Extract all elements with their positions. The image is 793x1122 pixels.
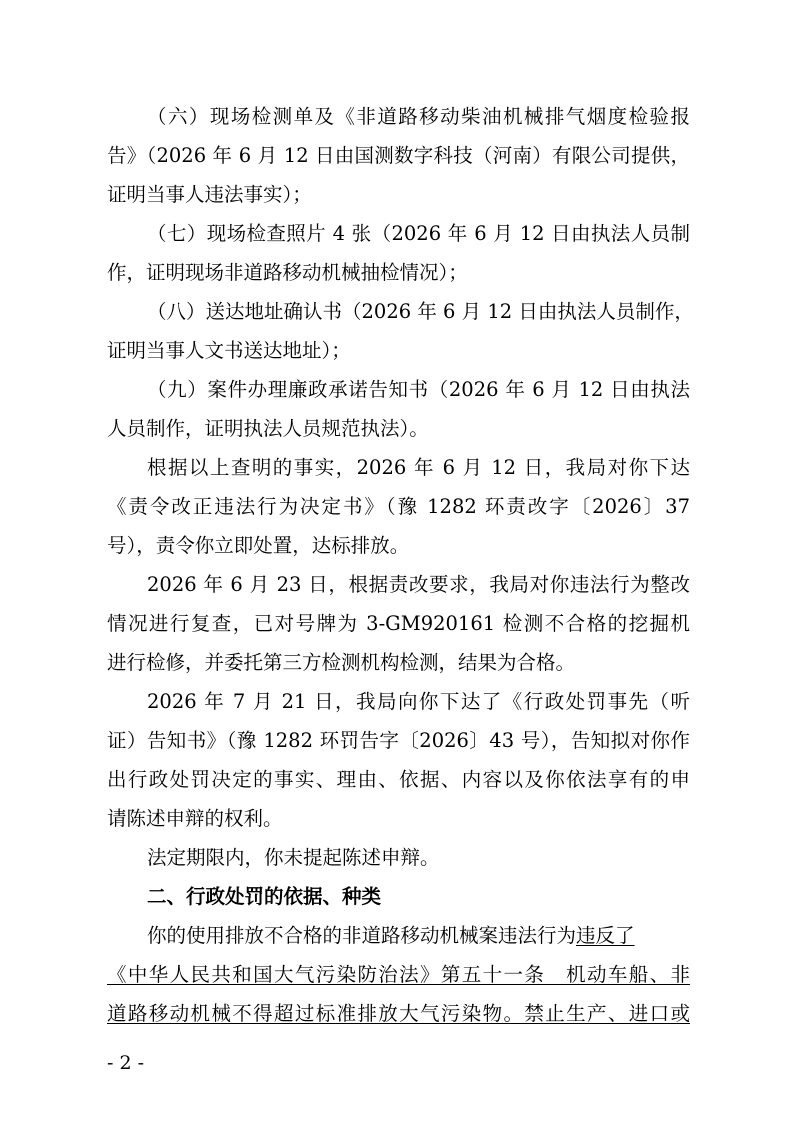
paragraph-line: 证）告知书》（豫 1282 环罚告字〔2026〕43 号），告知拟对你作 [107, 729, 690, 752]
paragraph-evidence-9: （九）案件办理廉政承诺告知书（2026 年 6 月 12 日由执法 [147, 378, 690, 401]
paragraph-evidence-8: （八）送达地址确认书（2026 年 6 月 12 日由执法人员制作， [147, 300, 694, 323]
law-citation-line: 《中华人民共和国大气污染防治法》第五十一条 机动车船、非 [107, 963, 690, 986]
paragraph-recheck: 2026 年 6 月 23 日，根据责改要求，我局对你违法行为整改 [147, 573, 690, 596]
section-heading: 二、行政处罚的依据、种类 [147, 885, 382, 908]
paragraph-evidence-6: （六）现场检测单及《非道路移动柴油机械排气烟度检验报 [147, 105, 690, 128]
paragraph-line: 请陈述申辩的权利。 [107, 807, 283, 830]
paragraph-line: 《责令改正违法行为决定书》（豫 1282 环责改字〔2026〕37 [107, 495, 690, 518]
paragraph-line: 进行检修，并委托第三方检测机构检测，结果为合格。 [107, 651, 576, 674]
paragraph-no-defense: 法定期限内，你未提起陈述申辩。 [147, 846, 440, 869]
paragraph-line: 作，证明现场非道路移动机械抽检情况）； [107, 261, 468, 284]
paragraph-line: 号），责令你立即处置，达标排放。 [107, 534, 410, 557]
paragraph-line: 证明当事人违法事实）； [107, 183, 312, 206]
paragraph-line: 证明当事人文书送达地址）； [107, 339, 351, 362]
paragraph-line: 情况进行复查，已对号牌为 3-GM920161 检测不合格的挖掘机 [107, 612, 690, 635]
paragraph-basis [147, 921, 690, 951]
paragraph-facts: 根据以上查明的事实，2026 年 6 月 12 日，我局对你下达 [147, 456, 690, 479]
basis-text: 你的使用排放不合格的非道路移动机械案违法行为 [147, 924, 577, 947]
paragraph-line: 告》（2026 年 6 月 12 日由国测数字科技（河南）有限公司提供， [107, 144, 690, 167]
paragraph-line: 人员制作，证明执法人员规范执法）。 [107, 417, 429, 440]
law-citation-line: 道路移动机械不得超过标准排放大气污染物。禁止生产、进口或 [107, 1002, 690, 1025]
paragraph-evidence-7: （七）现场检查照片 4 张（2026 年 6 月 12 日由执法人员制 [147, 222, 690, 245]
page-number: - 2 - [107, 1052, 145, 1074]
paragraph-line: 出行政处罚决定的事实、理由、依据、内容以及你依法享有的申 [107, 768, 690, 791]
basis-underlined-text: 违反了 [576, 924, 635, 947]
paragraph-notice: 2026 年 7 月 21 日，我局向你下达了《行政处罚事先（听 [147, 690, 690, 713]
